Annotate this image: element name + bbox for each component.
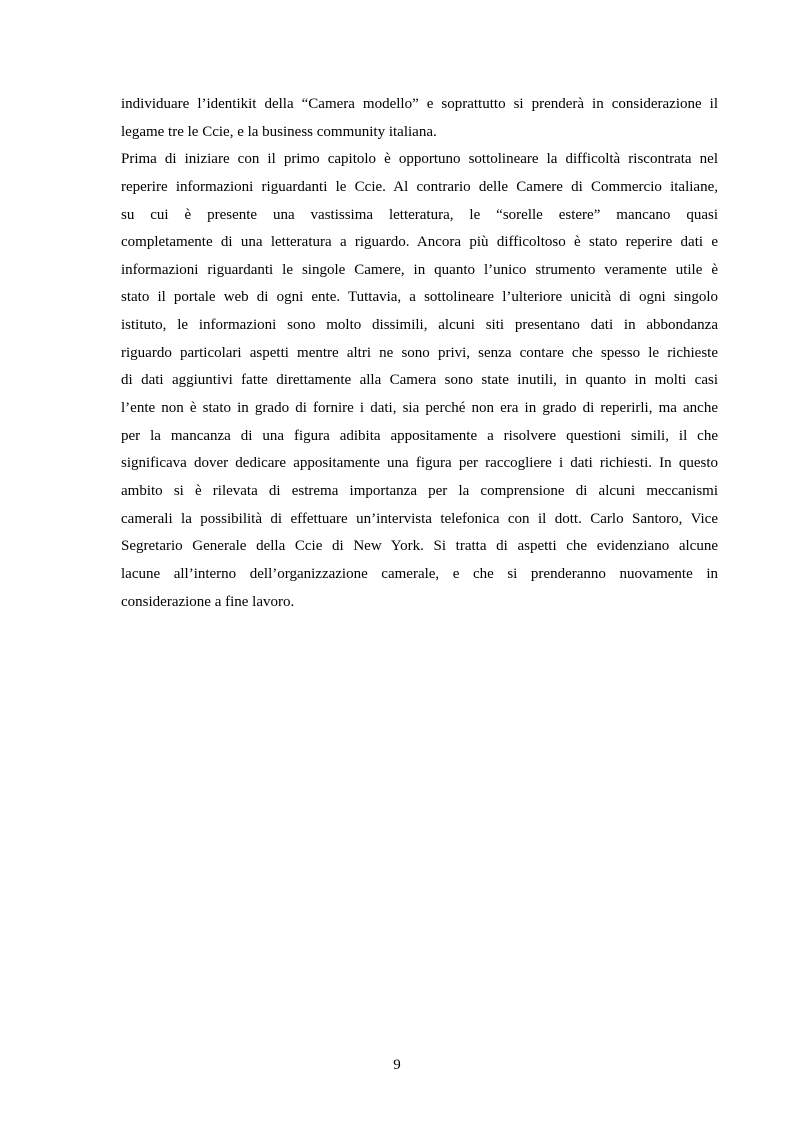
body-text [121, 91, 718, 616]
text-line: camerali la possibilità di effettuare un’intervista telefonica con il dott. Carlo Santoro, Vice [121, 510, 718, 527]
text-line: l’ente non è stato in grado di fornire i dati, sia perché non era in grado di reperirli, ma anche [121, 400, 718, 417]
text-line: Segretario Generale della Ccie di New York. Si tratta di aspetti che evidenziano alcune [121, 538, 718, 555]
text-line: riguardo particolari aspetti mentre altri ne sono privi, senza contare che spesso le richieste [121, 344, 718, 361]
text-line: su cui è presente una vastissima letteratura, le “sorelle estere” mancano quasi [121, 206, 718, 223]
text-line: di dati aggiuntivi fatte direttamente alla Camera sono state inutili, in quanto in molti casi [121, 372, 718, 389]
text-line: istituto, le informazioni sono molto dissimili, alcuni siti presentano dati in abbondanza [121, 317, 718, 334]
text-line: significava dover dedicare appositamente una figura per raccogliere i dati richiesti. In questo [121, 455, 718, 472]
text-line: legame tre le Ccie, e la business community italiana. [121, 123, 437, 140]
text-line: considerazione a fine lavoro. [121, 593, 295, 610]
text-line: reperire informazioni riguardanti le Ccie. Al contrario delle Camere di Commercio italiane, [121, 178, 718, 195]
page-number: 9 [393, 1057, 401, 1073]
text-line: Prima di iniziare con il primo capitolo è opportuno sottolineare la difficoltà riscontrata nel [121, 151, 718, 168]
text-line: ambito si è rilevata di estrema importanza per la comprensione di alcuni meccanismi [121, 482, 718, 499]
text-line: lacune all’interno dell’organizzazione camerale, e che si prenderanno nuovamente in [121, 565, 718, 582]
text-line: stato il portale web di ogni ente. Tuttavia, a sottolineare l’ulteriore unicità di ogni singolo [121, 289, 718, 306]
text-line: completamente di una letteratura a riguardo. Ancora più difficoltoso è stato reperire dati e [121, 234, 718, 251]
text-line: informazioni riguardanti le singole Camere, in quanto l’unico strumento veramente utile è [121, 261, 718, 278]
text-line: individuare l’identikit della “Camera modello” e soprattutto si prenderà in considerazione il [121, 96, 718, 112]
text-line: per la mancanza di una figura adibita appositamente a risolvere questioni simili, il che [121, 427, 718, 444]
